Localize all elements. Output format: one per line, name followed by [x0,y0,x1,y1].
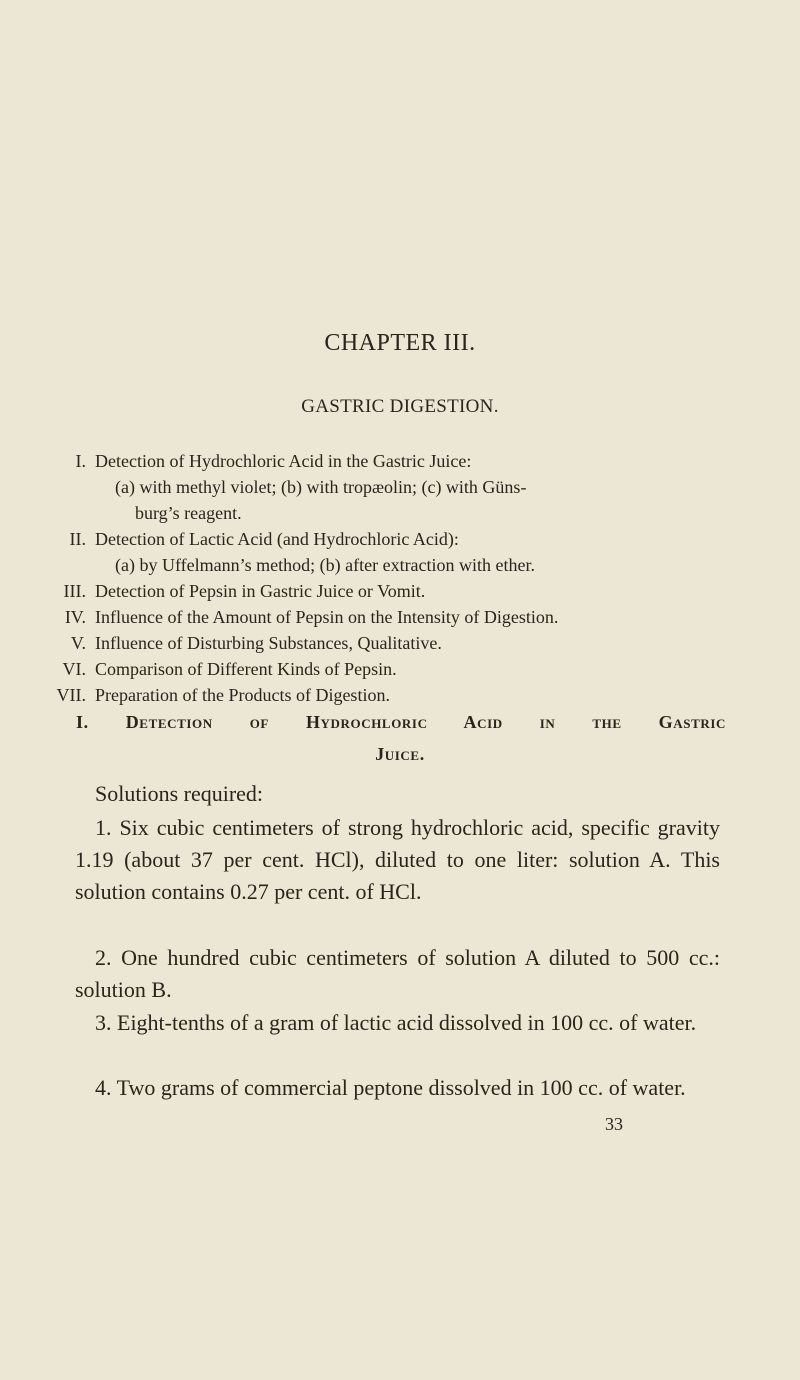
chapter-subtitle: GASTRIC DIGESTION. [301,396,499,417]
toc-item-number: III. [63,581,86,601]
toc-item-number: IV. [64,607,86,627]
solution-paragraph: 4. Two grams of commercial peptone dissolved in 100 cc. of water. [95,1075,686,1100]
toc-item-text: Detection of Pepsin in Gastric Juice or Vomit. [95,581,426,601]
solution-paragraph: 2. One hundred cubic centimeters of solution A diluted to 500 cc.: solution B. [75,945,720,1002]
toc-item [0,682,800,708]
section-heading: I. Detection of Hydrochloric Acid in the Gastric [76,712,726,732]
toc-item [0,656,800,682]
toc-item [0,604,800,630]
toc-item-number: VII. [56,685,86,705]
page-number: 33 [605,1114,623,1134]
toc-subitem [0,552,800,578]
toc-item-text: Detection of Hydrochloric Acid in the Gastric Juice: [95,451,472,471]
toc-item [0,448,800,474]
toc-subitem-text: (a) by Uffelmann’s method; (b) after extraction with ether. [115,555,536,575]
toc-item-number: V. [70,633,86,653]
toc-item-number: II. [69,529,86,549]
toc-item-text: Comparison of Different Kinds of Pepsin. [95,659,397,679]
solution-paragraph: 1. Six cubic centimeters of strong hydrochloric acid, specific gravity 1.19 (about 37 per cent. HCl), diluted to one liter: solution A. This solution contains 0.27 per cent. of HCl. [75,815,720,904]
toc-item-text: Influence of Disturbing Substances, Qualitative. [95,633,442,653]
toc-item-number: I. [75,451,86,471]
toc-subitem [0,500,800,526]
toc-item-text: Detection of Lactic Acid (and Hydrochloric Acid): [95,529,459,549]
section-heading-continuation: Juice. [375,744,425,764]
toc-item [0,630,800,656]
toc-item-number: VI. [62,659,86,679]
toc-item-text: Preparation of the Products of Digestion. [95,685,390,705]
toc-subitem-continuation: burg’s reagent. [135,503,242,523]
toc-subitem-text: (a) with methyl violet; (b) with tropæolin; (c) with Güns- [115,477,527,497]
chapter-contents-list [0,448,800,708]
toc-item [0,526,800,552]
solution-paragraph: 3. Eight-tenths of a gram of lactic acid dissolved in 100 cc. of water. [95,1010,697,1035]
toc-subitem [0,474,800,500]
solutions-required-label: Solutions required: [95,781,264,806]
toc-item-text: Influence of the Amount of Pepsin on the Intensity of Digestion. [95,607,559,627]
toc-item [0,578,800,604]
chapter-title: CHAPTER III. [324,330,476,356]
